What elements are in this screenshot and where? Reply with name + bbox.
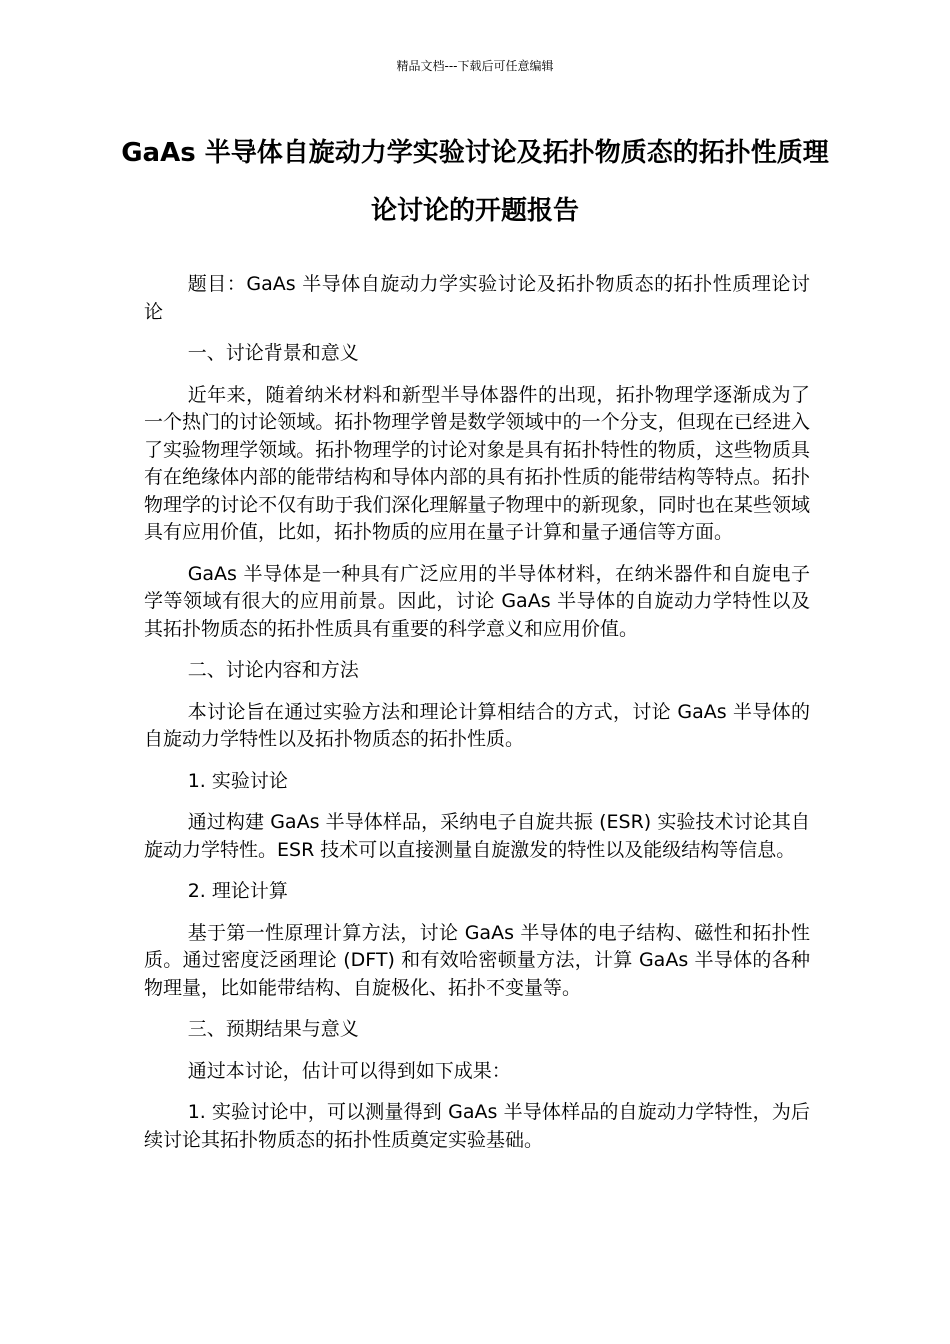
body-paragraph: 1. 实验讨论中，可以测量得到 GaAs 半导体样品的自旋动力学特性，为后续讨论其拓扑物质态的拓扑性质奠定实验基础。 [144,1101,810,1151]
subsection-heading-theory: 2. 理论计算 [187,880,288,902]
subsection-heading-experiment: 1. 实验讨论 [187,769,288,792]
section-heading-content: 二、讨论内容和方法 [187,659,359,681]
body-paragraph: 本讨论旨在通过实验方法和理论计算相结合的方式，讨论 GaAs 半导体的自旋动力学特性以及拓扑物质态的拓扑性质。 [144,700,810,750]
document-body [144,271,810,1168]
header-note: 精品文档---下载后可任意编辑 [396,59,554,73]
body-paragraph: 通过本讨论，估计可以得到如下成果： [187,1059,511,1082]
body-paragraph: 基于第一性原理计算方法，讨论 GaAs 半导体的电子结构、磁性和拓扑性质。通过密度泛函理论 (DFT) 和有效哈密顿量方法，计算 GaAs 半导体的各种物理量，比如能带结构、自旋极化、拓扑不变量等。 [144,921,810,999]
topic-paragraph: 题目：GaAs 半导体自旋动力学实验讨论及拓扑物质态的拓扑性质理论讨论 [144,273,810,323]
section-heading-results: 三、预期结果与意义 [187,1018,359,1040]
body-paragraph: 通过构建 GaAs 半导体样品，采纳电子自旋共振 (ESR) 实验技术讨论其自旋动力学特性。ESR 技术可以直接测量自旋激发的特性以及能级结构等信息。 [144,811,810,861]
document-title: GaAs 半导体自旋动力学实验讨论及拓扑物质态的拓扑性质理论讨论的开题报告 [121,138,829,226]
section-heading-background: 一、讨论背景和意义 [187,342,359,364]
body-paragraph: GaAs 半导体是一种具有广泛应用的半导体材料，在纳米器件和自旋电子学等领域有很大的应用前景。因此，讨论 GaAs 半导体的自旋动力学特性以及其拓扑物质态的拓扑性质具有重要的科学意义和应用价值。 [144,562,810,640]
body-paragraph: 近年来，随着纳米材料和新型半导体器件的出现，拓扑物理学逐渐成为了一个热门的讨论领域。拓扑物理学曾是数学领域中的一个分支，但现在已经进入了实验物理学领域。拓扑物理学的讨论对象是具有拓扑特性的物质，这些物质具有在绝缘体内部的能带结构和导体内部的具有拓扑性质的能带结构等特点。拓扑物理学的讨论不仅有助于我们深化理解量子物理中的新现象，同时也在某些领域具有应用价值，比如，拓扑物质的应用在量子计算和量子通信等方面。 [144,383,810,543]
